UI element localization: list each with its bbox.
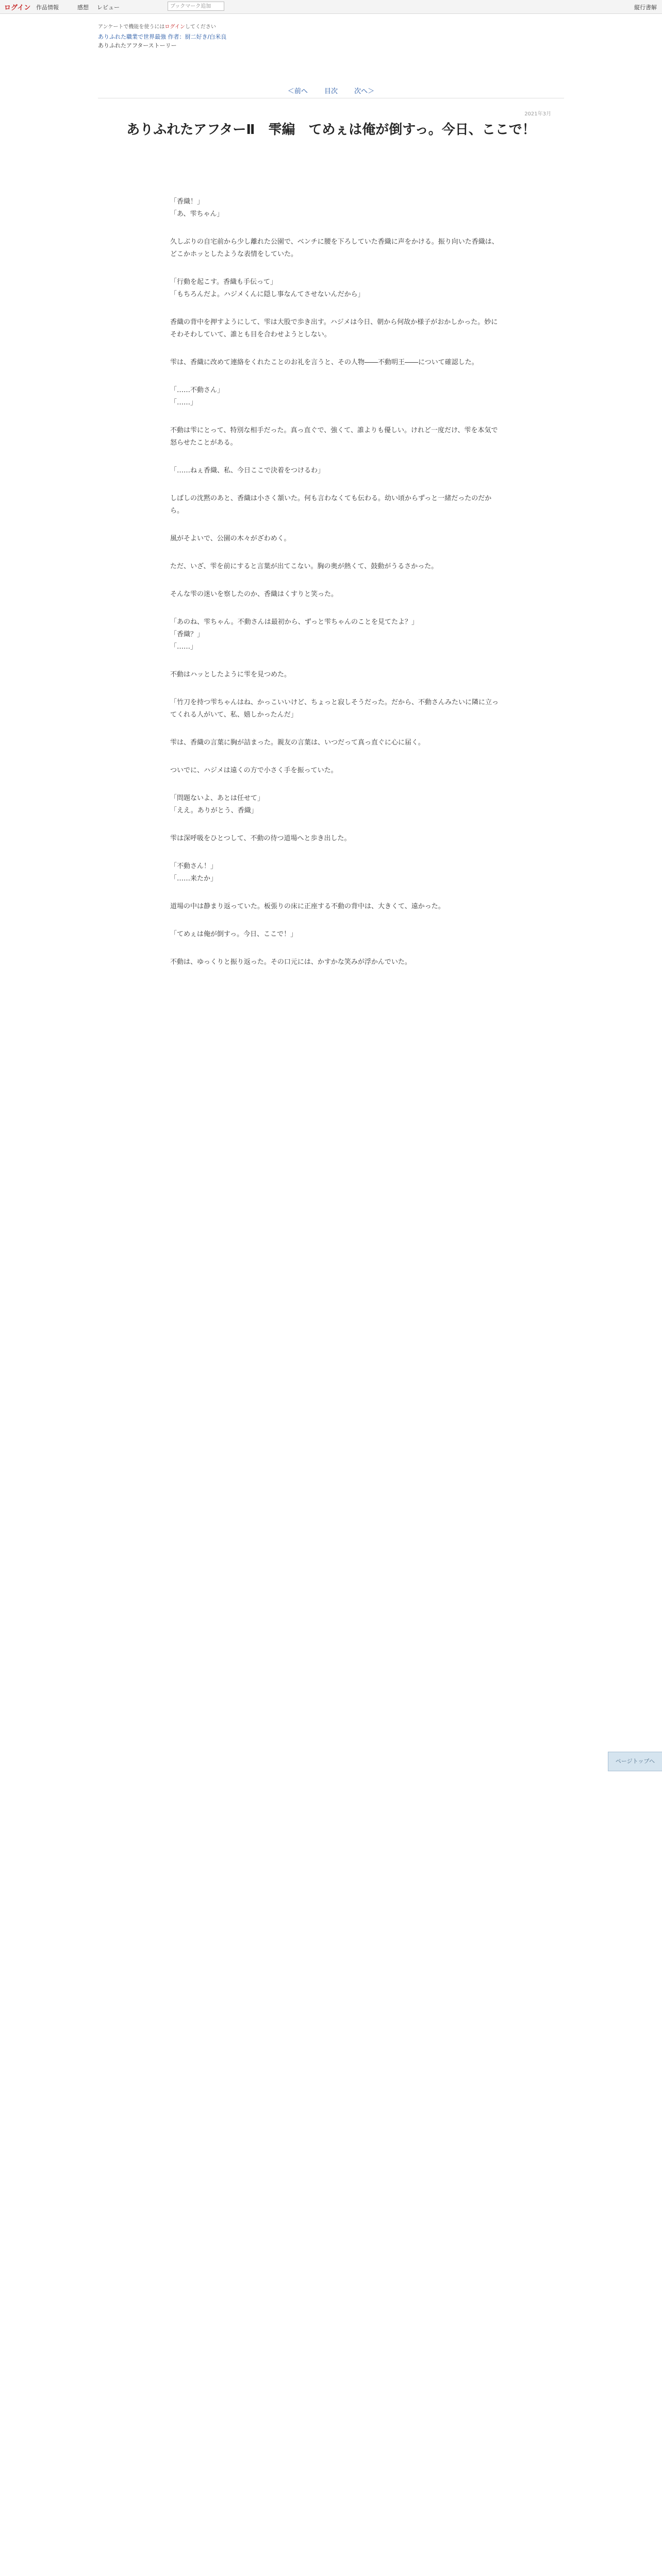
chapter-pager xyxy=(0,86,662,95)
login-note: アンケートで機能を使うにはログインしてください xyxy=(98,24,216,30)
series-line[interactable]: ありふれた職業で世界最強 作者：厨二好き/白米良 xyxy=(98,33,227,40)
prev-chapter-link[interactable]: ＜前へ xyxy=(287,88,308,95)
page-top-button[interactable]: ページトップへ xyxy=(608,1752,662,1771)
display-settings-link[interactable]: 縦行書解 xyxy=(634,4,657,11)
paragraph: 雫は、香織の言葉に胸が詰まった。親友の言葉は、いつだって真っ直ぐに心に届く。 xyxy=(170,739,425,747)
paragraph: 不動は雫にとって、特別な相手だった。真っ直ぐで、強くて、誰よりも優しい。けれど一度だけ、雫を本気で怒らせたことがある。 xyxy=(170,427,498,447)
subtitle-line: ありふれたアフターストーリー xyxy=(98,42,177,49)
paragraph: ただ、いざ、雫を前にすると言葉が出てこない。胸の奥が熱くて、鼓動がうるさかった。 xyxy=(170,563,438,570)
paragraph: 「不動さん！」 「……来たか」 xyxy=(170,862,218,883)
paragraph: 「香織！」 「あ、雫ちゃん」 xyxy=(170,198,224,218)
paragraph: 不動はハッとしたように雫を見つめた。 xyxy=(170,671,291,679)
next-chapter-link[interactable]: 次へ＞ xyxy=(354,88,375,95)
top-bar xyxy=(0,0,662,14)
paragraph: しばしの沈黙のあと、香織は小さく頷いた。何も言わなくても伝わる。幼い頃からずっと一緒だったのだから。 xyxy=(170,495,492,515)
login-link[interactable]: ログイン xyxy=(4,4,31,12)
paragraph: 「てめぇは俺が倒すっ。今日、ここで！」 xyxy=(170,930,297,938)
paragraph: 雫は、香織に改めて連絡をくれたことのお礼を言うと、その人物――不動明王――について確認した。 xyxy=(170,359,478,366)
paragraph: 「竹刀を持つ雫ちゃんはね、かっこいいけど、ちょっと寂しそうだった。だから、不動さんみたいに隣に立ってくれる人がいて、私、嬉しかったんだ」 xyxy=(170,699,499,719)
paragraph: 雫は深呼吸をひとつして、不動の待つ道場へと歩き出した。 xyxy=(170,835,351,842)
paragraph: 風がそよいで、公園の木々がざわめく。 xyxy=(170,535,291,543)
paragraph: 「……ねぇ香織、私、今日ここで決着をつけるわ」 xyxy=(170,467,325,474)
paragraph: そんな雫の迷いを察したのか、香織はくすりと笑った。 xyxy=(170,590,338,598)
paragraph: 「あのね、雫ちゃん。不動さんは最初から、ずっと雫ちゃんのことを見てたよ？」 「香織？」 「……」 xyxy=(170,618,419,651)
paragraph: 香織の背中を押すようにして、雫は大股で歩き出す。ハジメは今日、朝から何故か様子がおかしかった。妙にそわそわしていて、誰とも目を合わせようとしない。 xyxy=(170,318,498,338)
chapter-body xyxy=(170,196,500,984)
login-note-link[interactable]: ログイン xyxy=(164,24,185,30)
paragraph: 道場の中は静まり返っていた。板張りの床に正座する不動の背中は、大きくて、遠かった。 xyxy=(170,903,445,910)
bookmark-input[interactable]: ブックマーク追加 xyxy=(168,2,224,11)
paragraph: 「……不動さん」 「……」 xyxy=(170,386,224,406)
paragraph: ついでに、ハジメは遠くの方で小さく手を振っていた。 xyxy=(170,767,338,774)
index-link[interactable]: 目次 xyxy=(324,88,338,95)
paragraph: 「問題ないよ、あとは任せて」 「ええ。ありがとう、香織」 xyxy=(170,794,264,815)
paragraph: 「行動を起こす。香織も手伝って」 「もちろんだよ。ハジメくんに隠し事なんてさせないんだから」 xyxy=(170,278,365,298)
nav-work-info[interactable]: 作品情報 xyxy=(36,4,59,11)
chapter-title: ありふれたアフターⅡ 雫編 てめぇは俺が倒すっ。今日、ここで！ xyxy=(126,122,536,138)
nav-reviews[interactable]: レビュー xyxy=(97,4,120,11)
nav-impressions[interactable]: 感想 xyxy=(77,4,89,11)
paragraph: 久しぶりの自宅前から少し離れた公園で、ベンチに腰を下ろしていた香織に声をかける。振り向いた香織は、どこかホッとしたような表情をしていた。 xyxy=(170,238,499,258)
paragraph: 不動は、ゆっくりと振り返った。その口元には、かすかな笑みが浮かんでいた。 xyxy=(170,958,411,966)
post-date: 2021年3月 xyxy=(524,111,551,117)
